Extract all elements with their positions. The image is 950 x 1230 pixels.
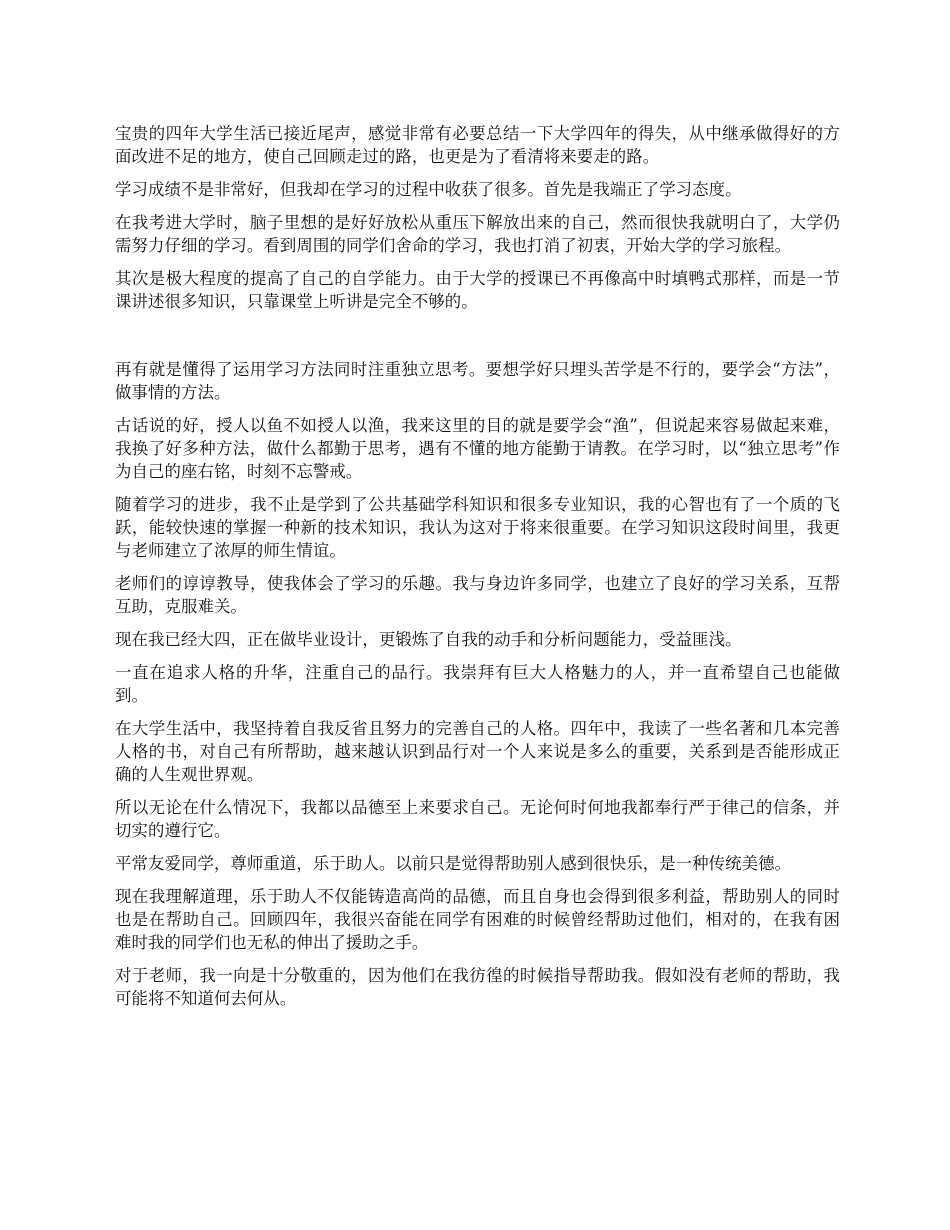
paragraph-11: 在大学生活中，我坚持着自我反省且努力的完善自己的人格。四年中，我读了一些名著和几本完善人格的书，对自己有所帮助，越来越认识到品行对一个人来说是多么的重要，关系到是否能形成正确的人生观世界观。 (115, 719, 840, 784)
paragraph-9: 现在我已经大四，正在做毕业设计，更锻炼了自我的动手和分析问题能力，受益匪浅。 (115, 630, 742, 649)
document-body (115, 122, 840, 1020)
section-gap (115, 323, 840, 358)
paragraph-13: 平常友爱同学，尊师重道，乐于助人。以前只是觉得帮助别人感到很快乐，是一种传统美德。 (115, 854, 792, 873)
paragraph-7: 随着学习的进步，我不止是学到了公共基础学科知识和很多专业知识，我的心智也有了一个质的飞跃，能较快速的掌握一种新的技术知识，我认为这对于将来很重要。在学习知识这段时间里，我更与老师建立了浓厚的师生情谊。 (115, 495, 840, 560)
paragraph-5: 再有就是懂得了运用学习方法同时注重独立思考。要想学好只埋头苦学是不行的，要学会“方法”，做事情的方法。 (115, 360, 840, 402)
paragraph-8: 老师们的谆谆教导，使我体会了学习的乐趣。我与身边许多同学，也建立了良好的学习关系，互帮互助，克服难关。 (115, 574, 840, 616)
paragraph-14: 现在我理解道理，乐于助人不仅能铸造高尚的品德，而且自身也会得到很多利益，帮助别人的同时也是在帮助自己。回顾四年，我很兴奋能在同学有困难的时候曾经帮助过他们，相对的，在我有困难时我的同学们也无私的伸出了援助之手。 (115, 887, 840, 952)
paragraph-3: 在我考进大学时，脑子里想的是好好放松从重压下解放出来的自己，然而很快我就明白了，大学仍需努力仔细的学习。看到周围的同学们舍命的学习，我也打消了初衷，开始大学的学习旅程。 (115, 213, 840, 255)
paragraph-1: 宝贵的四年大学生活已接近尾声，感觉非常有必要总结一下大学四年的得失，从中继承做得好的方面改进不足的地方，使自己回顾走过的路，也更是为了看清将来要走的路。 (115, 124, 840, 166)
paragraph-6: 古话说的好，授人以鱼不如授人以渔，我来这里的目的就是要学会“渔”，但说起来容易做起来难，我换了好多种方法，做什么都勤于思考，遇有不懂的地方能勤于请教。在学习时，以“独立思考”作为自己的座右铭，时刻不忘警戒。 (115, 416, 840, 481)
paragraph-4: 其次是极大程度的提高了自己的自学能力。由于大学的授课已不再像高中时填鸭式那样，而是一节课讲述很多知识，只靠课堂上听讲是完全不够的。 (115, 269, 840, 311)
paragraph-10: 一直在追求人格的升华，注重自己的品行。我崇拜有巨大人格魅力的人，并一直希望自己也能做到。 (115, 663, 840, 705)
paragraph-2: 学习成绩不是非常好，但我却在学习的过程中收获了很多。首先是我端正了学习态度。 (115, 180, 742, 199)
paragraph-15: 对于老师，我一向是十分敬重的，因为他们在我彷徨的时候指导帮助我。假如没有老师的帮助，我可能将不知道何去何从。 (115, 966, 840, 1008)
paragraph-12: 所以无论在什么情况下，我都以品德至上来要求自己。无论何时何地我都奉行严于律己的信条，并切实的遵行它。 (115, 798, 840, 840)
